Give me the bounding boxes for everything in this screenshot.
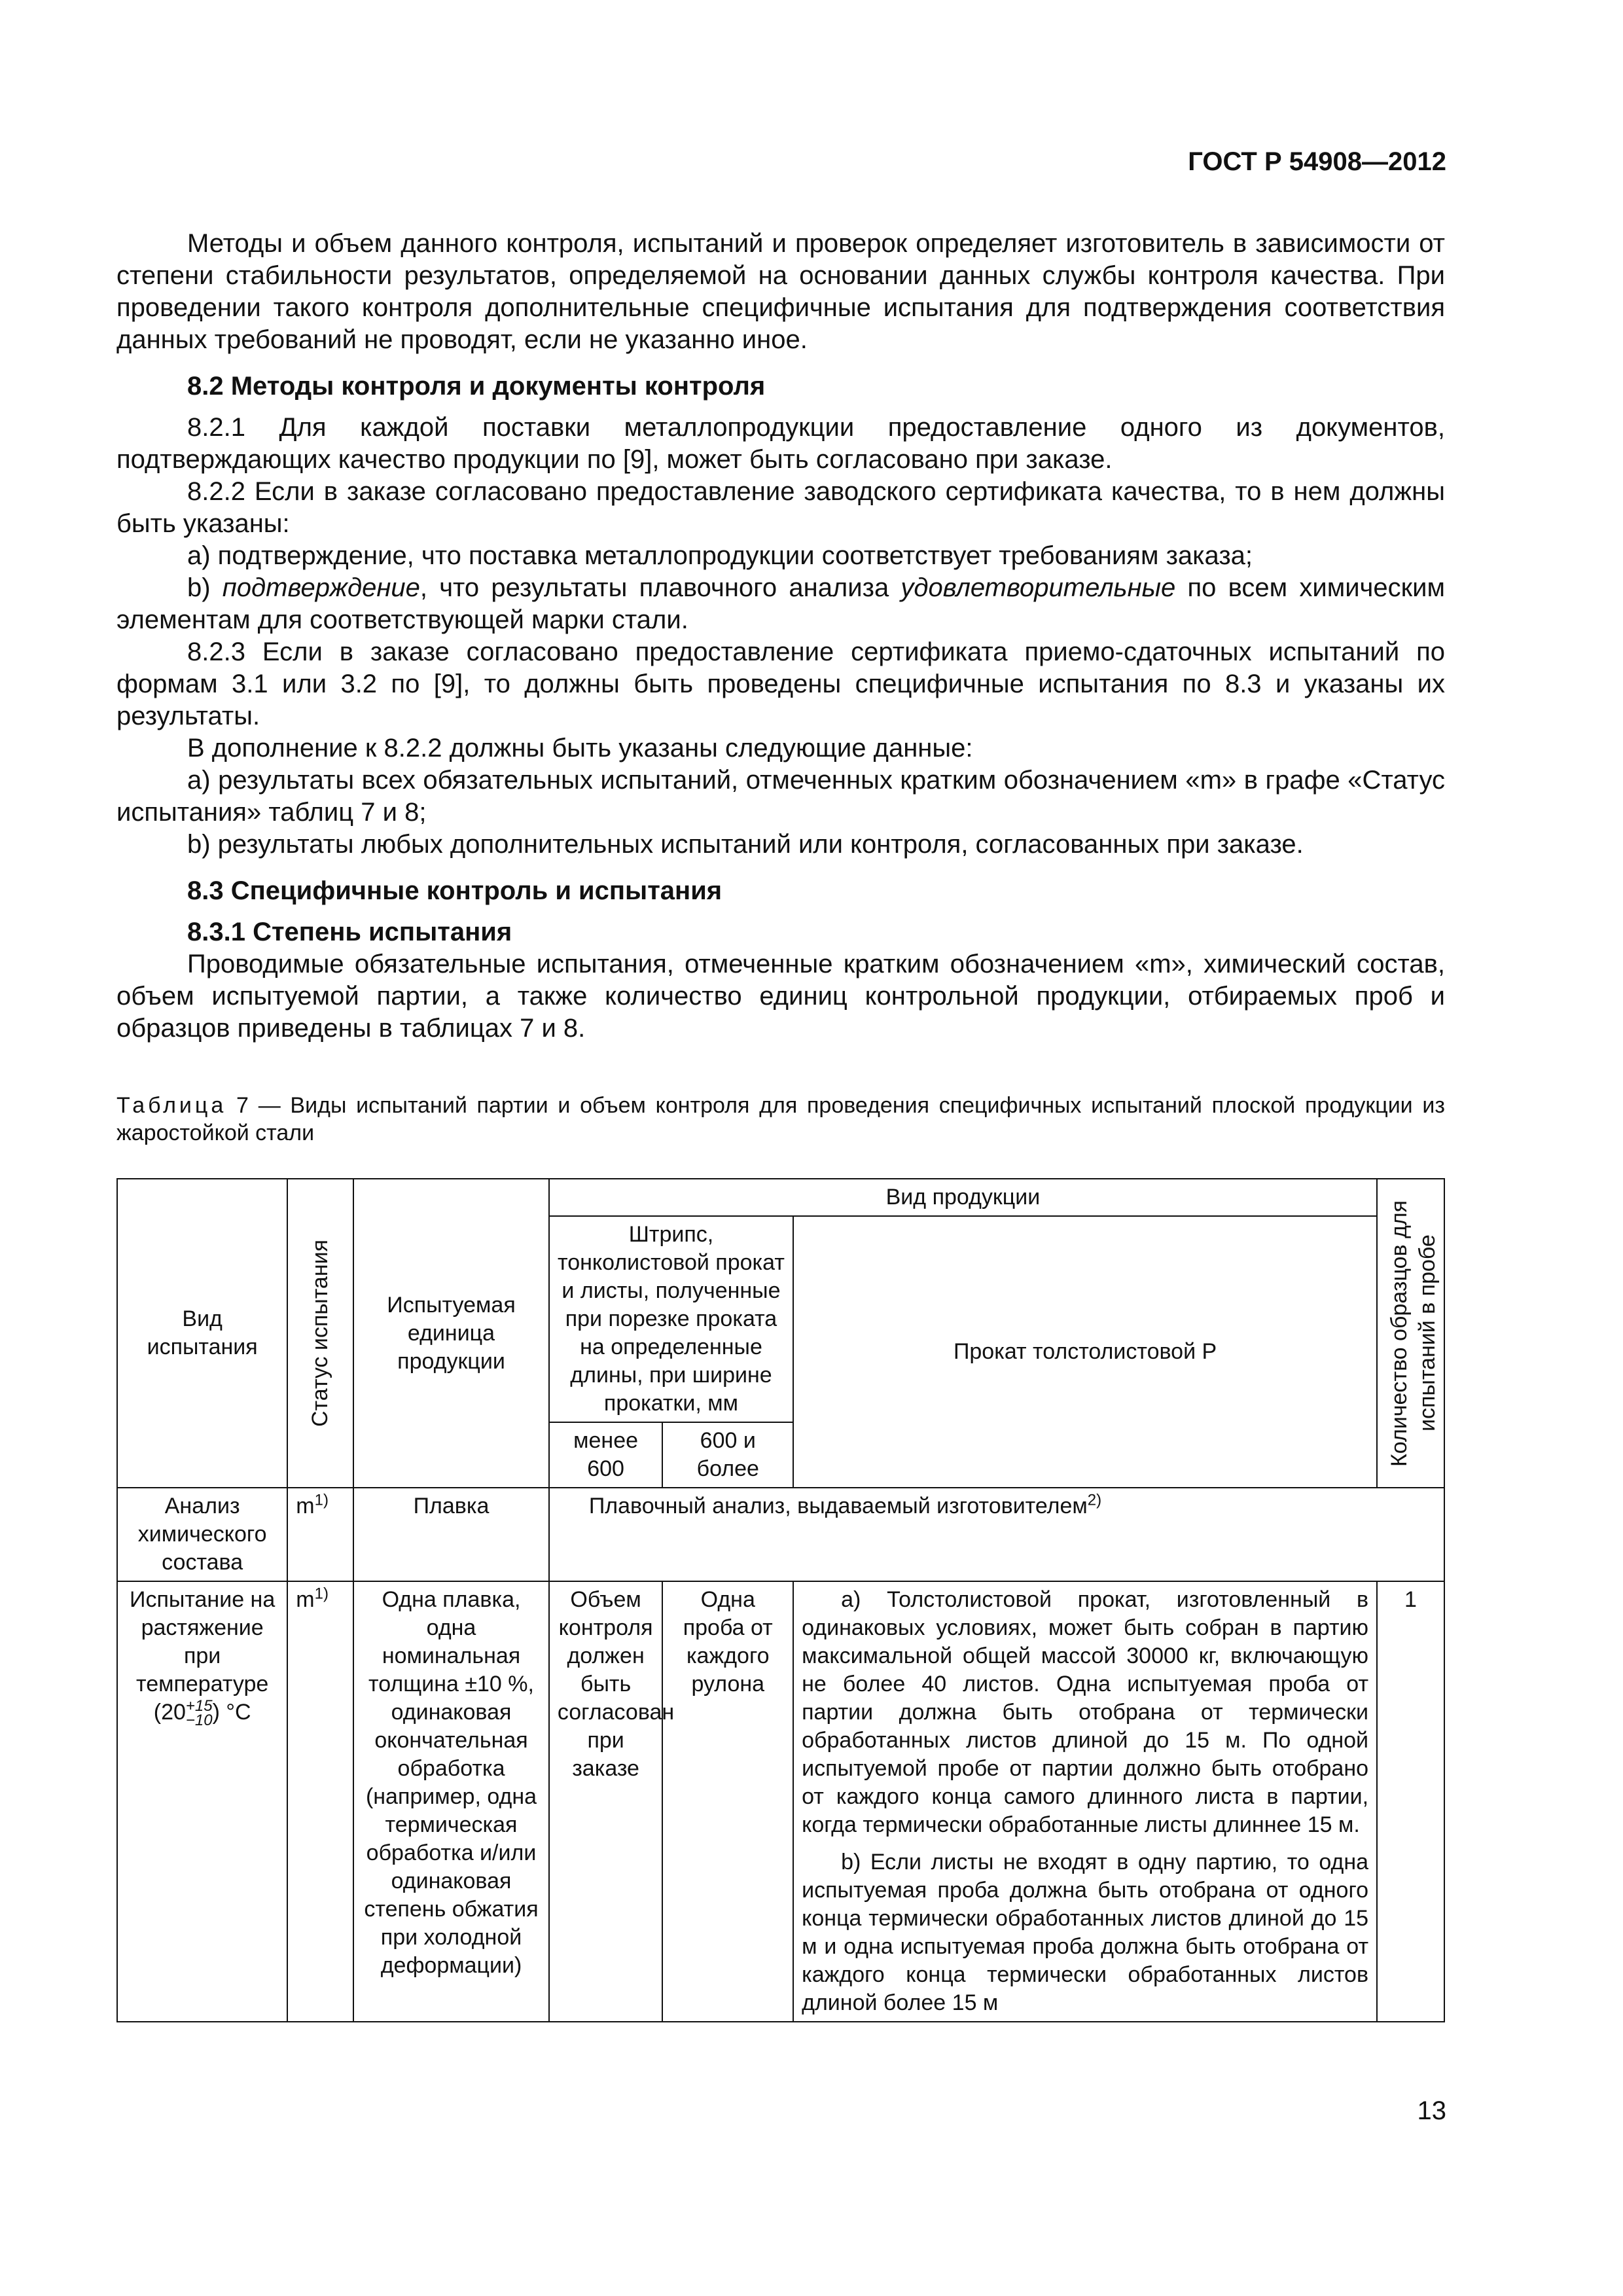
cell-status-tensile (287, 1581, 353, 2022)
cell-test-tensile (117, 1581, 287, 2022)
header-product-type: Вид продукции (549, 1179, 1377, 1216)
test-text: Испытание на растяжение при температуре (20 (130, 1587, 276, 1725)
footnote-mark: 1) (314, 1491, 329, 1509)
page-number: 13 (1417, 2096, 1446, 2125)
cell-value-chemical (549, 1488, 1444, 1581)
paragraph-8-2-2: 8.2.2 Если в заказе согласовано предоставление заводского сертификата качества, то в нем должны быть указаны: (116, 477, 1445, 538)
header-600-more: 600 и более (662, 1422, 793, 1488)
plate-rule-a: a) Толстолистовой прокат, изготовленный в одинаковых условиях, может быть собран в партию максимальной общей массой 30000 кг, включающую не более 40 листов. Одна испытуемая проба от партии должна быть отобрана от термически обработанных листов длиной до 15 м. По одной испытуемой пробе от партии должно быть отобрано от каждого конца самого длинного листа в партии, когда термически обработанные листы длиннее 15 м. (802, 1587, 1369, 1837)
status-text: m (296, 1587, 315, 1612)
table-caption-label: Таблица (116, 1093, 227, 1118)
header-plate: Прокат толстолистовой Р (793, 1216, 1377, 1488)
cell-less-600-tensile: Объем контроля должен быть согласован при заказе (549, 1581, 663, 2022)
table-caption-text: 7 — Виды испытаний партии и объем контроля для проведения специфичных испытаний плоской продукции из жаростойкой стали (116, 1093, 1445, 1145)
italic-span: подтверждение (222, 573, 420, 602)
paragraph-addition: В дополнение к 8.2.2 должны быть указаны следующие данные: (187, 734, 973, 762)
paragraph-8-2-2-a: a) подтверждение, что поставка металлопродукции соответствует требованиям заказа; (187, 541, 1253, 570)
document-body (116, 228, 1445, 1045)
paragraph-intro: Методы и объем данного контроля, испытаний и проверок определяет изготовитель в зависимости от степени стабильности результатов, определяемой на основании данных службы контроля качества. При проведении такого контроля дополнительные специфичные испытания для подтверждения соответствия данных требований не проводят, если не указанно иное. (116, 229, 1445, 354)
paragraph-addition-a: а) результаты всех обязательных испытаний, отмеченных кратким обозначением «m» в графе «Статус испытания» таблиц 7 и 8; (116, 766, 1445, 827)
table-row-chemical (117, 1488, 1444, 1581)
header-count (1377, 1179, 1444, 1488)
paragraph-8-2-2-b (116, 572, 1445, 636)
paragraph-8-2-1: 8.2.1 Для каждой поставки металлопродукции предоставление одного из документов, подтверждающих качество продукции по [9], может быть согласовано при заказе. (116, 413, 1445, 474)
cell-unit-chemical: Плавка (353, 1488, 549, 1581)
status-text: m (296, 1494, 315, 1518)
text-span: b) (187, 573, 223, 602)
text-span: по всем химическим элементам для соответствующей марки стали. (116, 573, 1445, 634)
header-test-type: Вид испытания (117, 1179, 287, 1488)
section-heading-8-2: 8.2 Методы контроля и документы контроля (187, 372, 766, 401)
section-heading-8-3-1: 8.3.1 Степень испытания (187, 918, 512, 946)
footnote-mark: 2) (1087, 1491, 1102, 1509)
plate-rule-b: b) Если листы не входят в одну партию, то одна испытуемая проба должна быть отобрана от одного конца термически обработанных листов длиной до 15 м и одна испытуемая проба должна быть отобрана от каждого конца термически обработанных листов длиной более 15 м (802, 1850, 1369, 2015)
section-heading-8-3: 8.3 Специфичные контроль и испытания (187, 876, 722, 905)
footnote-mark: 1) (314, 1585, 329, 1603)
header-strip: Штрипс, тонколистовой прокат и листы, полученные при порезке проката на определенные длины, при ширине прокатки, мм (549, 1216, 793, 1422)
italic-span: удовлетворительные (901, 573, 1176, 602)
cell-test-chemical: Анализ химического состава (117, 1488, 287, 1581)
table-caption (116, 1092, 1445, 1147)
temp-tolerance-lower: −10 (185, 1712, 213, 1730)
header-status (287, 1179, 353, 1488)
cell-plate-tensile (793, 1581, 1377, 2022)
table-header-row-1 (117, 1179, 1444, 1216)
table-7 (116, 1178, 1445, 2022)
cell-count-tensile: 1 (1377, 1581, 1444, 2022)
cell-unit-tensile: Одна плавка, одна номинальная толщина ±10 %, одинаковая окончательная обработка (например, одна термическая обработка и/или одинаковая степень обжатия при холодной деформации) (353, 1581, 549, 2022)
header-unit: Испытуемая единица продукции (353, 1179, 549, 1488)
cell-status-chemical (287, 1488, 353, 1581)
cell-600-more-tensile: Одна проба от каждого рулона (662, 1581, 793, 2022)
text-span: , что результаты плавочного анализа (419, 573, 901, 602)
header-count-text: Количество образцов для испытаний в пробе (1387, 1200, 1440, 1467)
table-row-tensile (117, 1581, 1444, 2022)
temp-tolerance-upper: +15 (185, 1697, 213, 1715)
document-header-id: ГОСТ Р 54908—2012 (1188, 147, 1446, 176)
paragraph-addition-b: b) результаты любых дополнительных испытаний или контроля, согласованных при заказе. (187, 830, 1304, 859)
value-text: Плавочный анализ, выдаваемый изготовителем (588, 1494, 1088, 1518)
header-less-600: менее 600 (549, 1422, 663, 1488)
header-status-text: Статус испытания (308, 1239, 333, 1427)
test-text-unit: ) °С (212, 1700, 251, 1725)
paragraph-8-3-1: Проводимые обязательные испытания, отмеченные кратким обозначением «m», химический состав, объем испытуемой партии, а также количество единиц контрольной продукции, отбираемых проб и образцов приведены в таблицах 7 и 8. (116, 950, 1445, 1043)
paragraph-8-2-3: 8.2.3 Если в заказе согласовано предоставление сертификата приемо-сдаточных испытаний по формам 3.1 или 3.2 по [9], то должны быть проведены специфичные испытания по 8.3 и указаны их результаты. (116, 637, 1445, 730)
